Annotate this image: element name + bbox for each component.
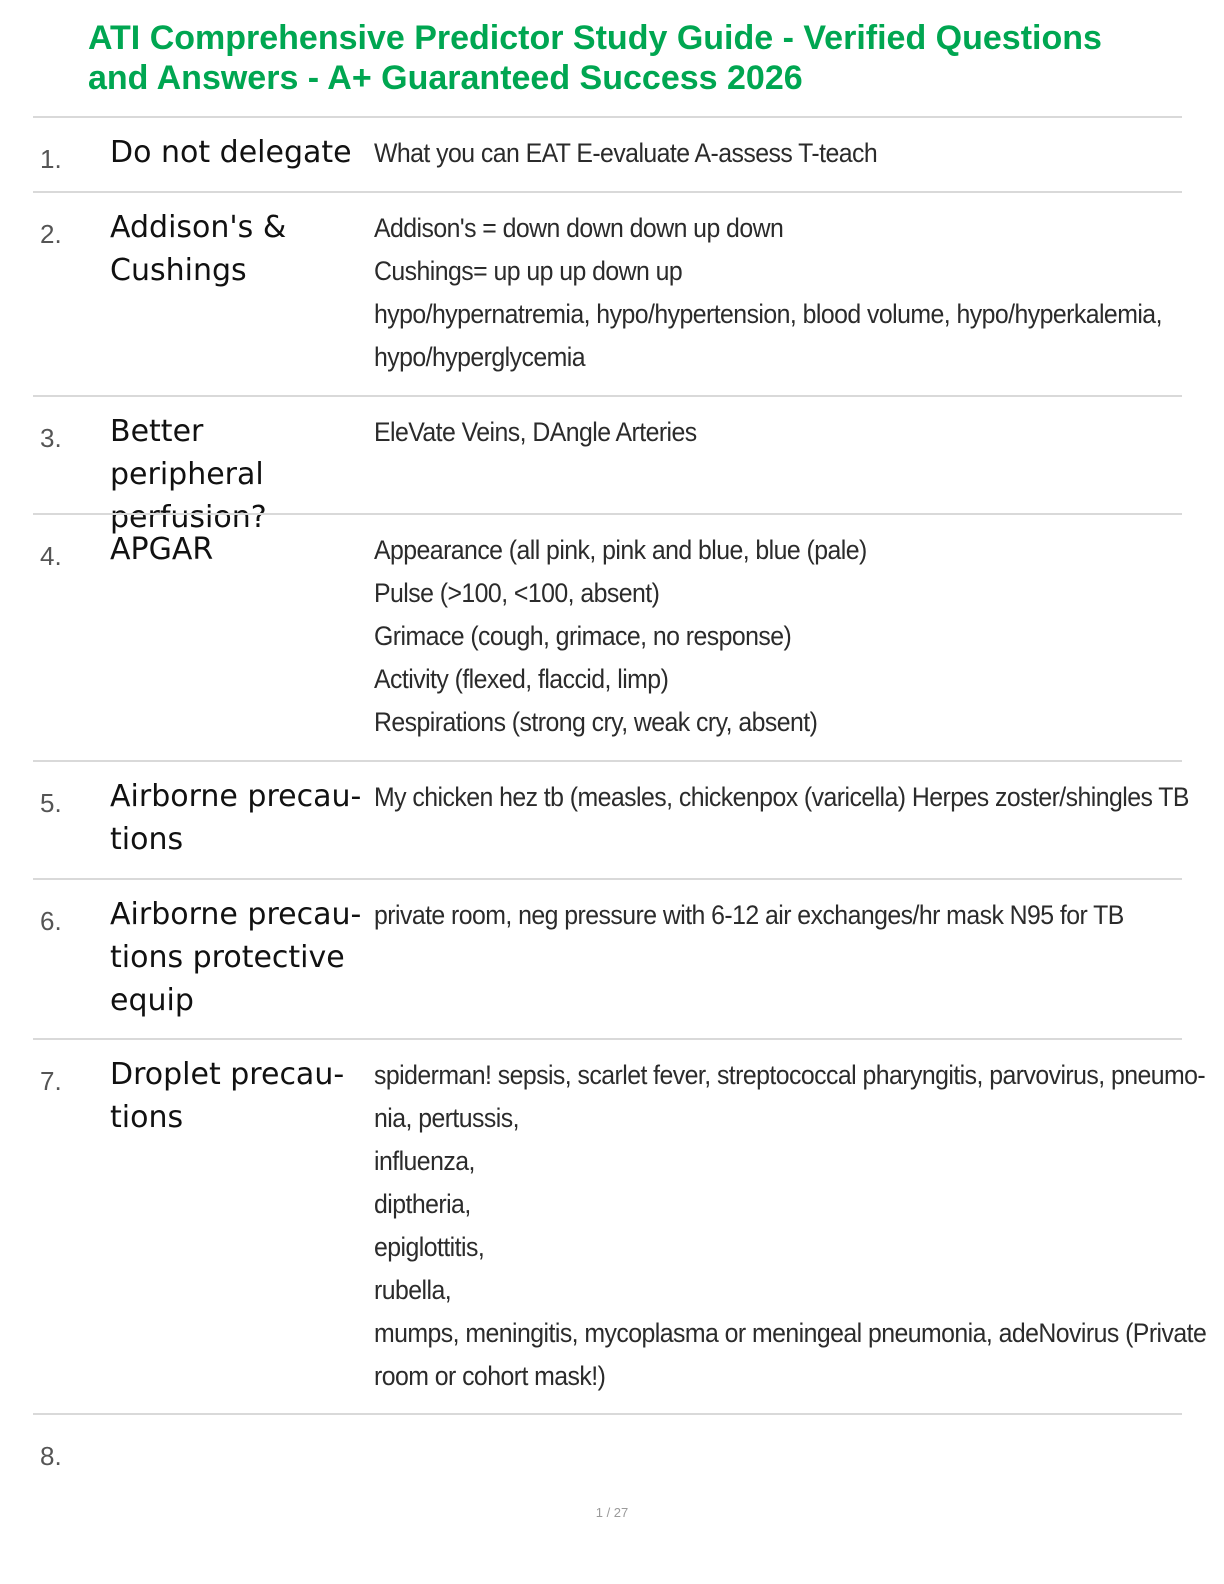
- card-definition: [374, 894, 1124, 937]
- flashcard: [33, 395, 1182, 535]
- definition-line: spiderman! sepsis, scarlet fever, streptococcal pharyngitis, parvovirus, pneumo-: [374, 1060, 1206, 1090]
- flashcard: [33, 1038, 1207, 1413]
- flashcard: [33, 760, 1189, 878]
- card-number: 3.: [40, 423, 62, 453]
- definition-line: Addison's = down down down up down: [374, 213, 784, 243]
- page-number: 1 / 27: [595, 1505, 629, 1520]
- definition-line: hypo/hyperglycemia: [374, 342, 585, 372]
- card-number: 2.: [40, 219, 62, 249]
- definition-line: Grimace (cough, grimace, no response): [374, 621, 792, 651]
- card-term: APGAR: [110, 532, 214, 567]
- definition-line: influenza,: [374, 1146, 475, 1176]
- card-term: Airborne precau- tions protective equip: [110, 897, 362, 1018]
- flashcard: [33, 116, 1182, 191]
- title-line-2: and Answers - A+ Guaranteed Success 2026: [88, 59, 803, 97]
- definition-line: Respirations (strong cry, weak cry, absent): [374, 707, 818, 737]
- definition-line: My chicken hez tb (measles, chickenpox (varicella) Herpes zoster/shingles TB: [374, 782, 1189, 812]
- definition-line: Pulse (>100, <100, absent): [374, 578, 660, 608]
- card-number: 8.: [40, 1441, 62, 1471]
- card-definition: [374, 411, 1110, 454]
- definition-line: epiglottitis,: [374, 1232, 485, 1262]
- definition-line: Activity (flexed, flaccid, limp): [374, 664, 669, 694]
- card-definition: [374, 776, 1189, 819]
- flashcard: [33, 878, 1182, 1038]
- flashcard: [33, 191, 1182, 395]
- definition-line: Cushings= up up up down up: [374, 256, 683, 286]
- card-term: Addison's & Cushings: [110, 210, 287, 288]
- card-definition: [374, 529, 1110, 744]
- card-term: Droplet precau- tions: [110, 1057, 345, 1135]
- definition-line: EleVate Veins, DAngle Arteries: [374, 417, 697, 447]
- title-line-1: ATI Comprehensive Predictor Study Guide - Verified Questions: [88, 19, 1102, 57]
- definition-line: hypo/hypernatremia, hypo/hypertension, blood volume, hypo/hyperkalemia,: [374, 299, 1162, 329]
- definition-line: rubella,: [374, 1275, 452, 1305]
- card-number: 5.: [40, 788, 62, 818]
- flashcard-list: [33, 116, 1207, 1495]
- card-definition: [374, 1054, 1207, 1398]
- card-term: Better peripheral perfusion?: [110, 414, 267, 535]
- definition-line: What you can EAT E-evaluate A-assess T-teach: [374, 138, 878, 168]
- definition-line: Appearance (all pink, pink and blue, blue (pale): [374, 535, 867, 565]
- card-term: Do not delegate: [110, 135, 352, 170]
- card-number: 1.: [40, 144, 62, 174]
- card-definition: [374, 207, 1162, 379]
- card-number: 4.: [40, 541, 62, 571]
- flashcard: [33, 1413, 1182, 1495]
- definition-line: mumps, meningitis, mycoplasma or meningeal pneumonia, adeNovirus (Private: [374, 1318, 1207, 1348]
- flashcard: [33, 513, 1182, 760]
- card-number: 7.: [40, 1066, 62, 1096]
- card-definition: [374, 132, 1110, 175]
- card-term: Airborne precau- tions: [110, 779, 362, 857]
- definition-line: private room, neg pressure with 6-12 air exchanges/hr mask N95 for TB: [374, 900, 1124, 930]
- definition-line: room or cohort mask!): [374, 1361, 606, 1391]
- card-number: 6.: [40, 906, 62, 936]
- definition-line: nia, pertussis,: [374, 1103, 519, 1133]
- definition-line: diptheria,: [374, 1189, 471, 1219]
- document-title: [88, 18, 1198, 98]
